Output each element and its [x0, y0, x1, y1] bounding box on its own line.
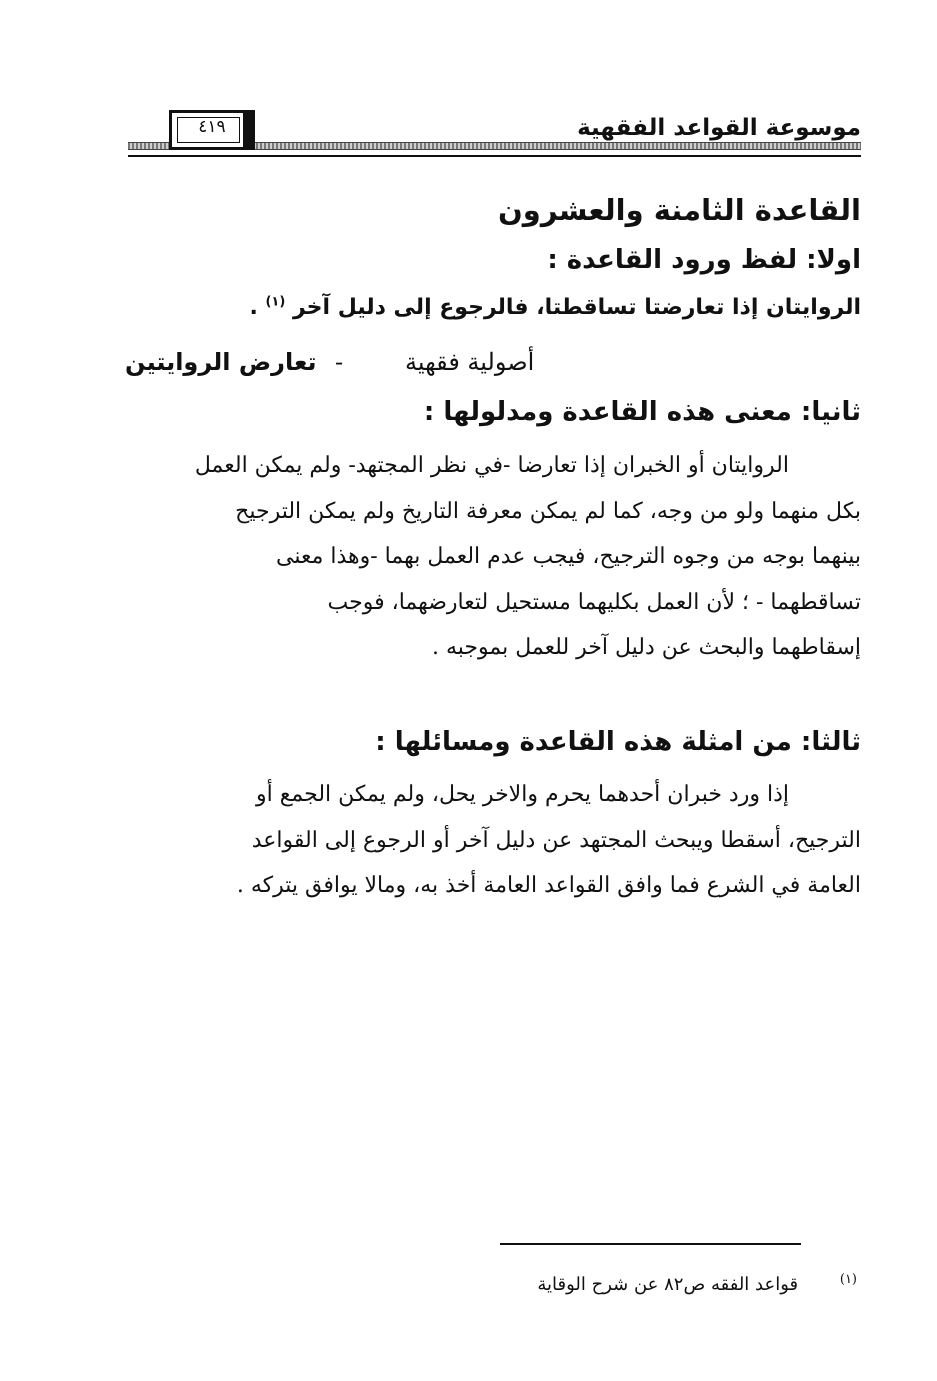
running-header-title: موسوعة القواعد الفقهية	[577, 115, 861, 141]
paragraph-line: تساقطهما - ؛ لأن العمل بكليهما مستحيل لتعارضهما، فوجب	[327, 589, 861, 615]
rule-statement	[249, 288, 861, 328]
section3-paragraph	[125, 772, 861, 909]
footnote-reference: (١)	[265, 294, 286, 310]
classification-type: أصولية فقهية	[405, 348, 535, 376]
section3-heading: ثالثا: من امثلة هذه القاعدة ومسائلها :	[375, 727, 861, 757]
classification-dash: -	[335, 348, 344, 376]
header-rule	[128, 155, 861, 157]
section1-heading: اولا: لفظ ورود القاعدة :	[547, 245, 861, 275]
footnote	[537, 1265, 857, 1300]
section2-paragraph	[125, 443, 861, 671]
rule-statement-text: الروايتان إذا تعارضتا تساقطتا، فالرجوع إلى دليل آخر	[292, 295, 861, 320]
footnote-marker: (١)	[839, 1272, 857, 1287]
paragraph-line: إسقاطهما والبحث عن دليل آخر للعمل بموجبه .	[431, 635, 861, 660]
paragraph-line: الترجيح، أسقطا ويبحث المجتهد عن دليل آخر أو الرجوع إلى القواعد	[251, 827, 861, 853]
section2-heading: ثانيا: معنى هذه القاعدة ومدلولها :	[423, 397, 861, 427]
paragraph-line: إذا ورد خبران أحدهما يحرم والاخر يحل، ولم يمكن الجمع أو	[255, 782, 789, 807]
classification-keyword: تعارض الروايتين	[125, 348, 317, 376]
rule-title: القاعدة الثامنة والعشرون	[498, 193, 861, 227]
paragraph-line: بينهما بوجه من وجوه الترجيح، فيجب عدم العمل بهما -وهذا معنى	[276, 544, 861, 569]
footnote-separator	[500, 1243, 801, 1245]
paragraph-line: بكل منهما ولو من وجه، كما لم يمكن معرفة التاريخ ولم يمكن الترجيح	[235, 498, 861, 524]
paragraph-line: الروايتان أو الخبران إذا تعارضا -في نظر المجتهد- ولم يمكن العمل	[194, 453, 789, 478]
footnote-text: قواعد الفقه ص٨٢ عن شرح الوقاية	[537, 1274, 799, 1295]
classification-row	[125, 340, 861, 384]
rule-statement-end: .	[249, 295, 258, 320]
page-number: ٤١٩	[198, 117, 226, 137]
page-number-box	[169, 110, 255, 150]
paragraph-line: العامة في الشرع فما وافق القواعد العامة أخذ به، ومالا يوافق يتركه .	[236, 873, 861, 898]
